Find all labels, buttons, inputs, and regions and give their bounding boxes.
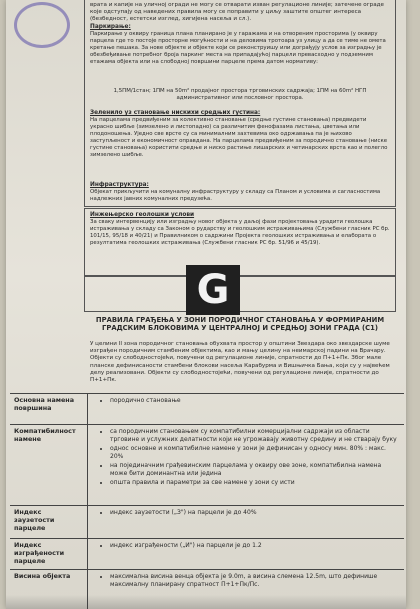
list-item: • са породичним становањем су компатибилни комерцијални садржаји из области трговине и услужних делатности који не угрожавају животну средину и не стварају буку [110, 428, 398, 444]
top-bullet-text: врата и капије на уличној огради не могу се отварати изван регулационе линије; затечене ограде које одступају од наведених правила могу се поправити у циљу заштите општег интереса (безбедност, естетски изглед, хигијена насеља и сл.). [90, 2, 384, 23]
section-body: Објекат прикључити на комуналну инфраструктуру у складу са Планом и условима и сагласностима надлежних јавних комуналних предузећа. [90, 189, 381, 202]
parking-norm [90, 88, 390, 102]
row-value [88, 425, 404, 490]
section-heading: Инфраструктура: [90, 182, 149, 188]
section-body: За сваку интервенцију или изградњу новог објекта у даљој фази пројектовања урадити геолошка истраживања у складу са Законом о рударству и геолошким истраживањима (Службени гласник РС бр. 101/15, 95/18 и 40/21) и Правилником о садржини Пројекта геолошких истраживања и елабората о резултатима геолошких истраживања (Службени гласник РС бр. 51/96 и 45/19). [90, 219, 390, 246]
section-body: На парцелама предвиђеним за колективно становање (средње густине становања) предвидети украсно шибље (зимзелено и листопадно) са различитим фенофазама листања, цветања или плодоношења. Уједно све врсте су са минималним захтевима око одржавања па је њихово заступљеност и економичност оправдана. На парцелама предвиђеним за породично становање (ниске густине становања) користити средње и ниско растиње лишарских и четинарских врста као и полегло зимзелено шибље. [90, 117, 388, 158]
section-box [84, 276, 396, 312]
list-item: • индекс заузетости („З") на парцели је до 40% [110, 509, 398, 517]
parking-section [90, 24, 390, 66]
row-label: Индекс заузетости парцеле [10, 506, 88, 538]
row-label: Висина објекта [10, 570, 88, 609]
list-item: • однос основне и компатибилне намене у зони је дефинисан у односу мин. 80% : макс. 20% [110, 445, 398, 461]
greenery-section [90, 110, 390, 159]
infrastructure-section [90, 182, 390, 203]
list-item: • индекс изграђености („И") на парцели је до 1.2 [110, 542, 398, 550]
list-item: • породично становање [110, 397, 398, 405]
table-row [10, 539, 404, 570]
ink-stamp [14, 2, 70, 48]
row-value [88, 570, 404, 592]
section-body: 1,5ПМ/1стан; 1ПМ на 50m² продајног простора трговинских садржаја; 1ПМ на 60m² НГП административног или пословног простора. [113, 88, 367, 101]
section-body: Паркирање у оквиру граница плана планирано је у гаражама и на отвореним просторима (у оквиру парцела где то постоје просторне могућности и на деловима тротоара уз улицу а да се тиме не омета кретање пешака. За нове објекте и објекте који се реконструишу или дограђују услов за изградњу је обезбеђивање потребног броја паркинг места на припадајућој парцели превасходно у подземним етажама објекта или на слободној површини парцеле према датом нормативу: [90, 31, 386, 65]
table-row [10, 425, 404, 506]
list-item: • општа правила и параметри за све намене у зони су исти [110, 479, 398, 487]
row-value [88, 394, 404, 408]
table-row [10, 394, 404, 425]
list-item: • максимална висина венца објекта је 9.0m, а висина слемена 12.5m, што дефинише максималну планирану спратност П+1+Пк/Пс. [110, 573, 398, 589]
row-label: Компатибилност намене [10, 425, 88, 505]
table-title: ПРАВИЛА ГРАЂЕЊА У ЗОНИ ПОРОДИЧНОГ СТАНОВАЊА У ФОРМИРАНИМ ГРАДСКИМ БЛОКОВИМА У ЦЕНТРАЛНОЈ И СРЕДЊОЈ ЗОНИ ГРАДА (С1) [95, 316, 385, 333]
row-label: Индекс изграђености парцеле [10, 539, 88, 569]
row-label: Основна намена површина [10, 394, 88, 424]
document-page [6, 0, 406, 609]
section-heading: Зеленило уз становање нискихи средњих густина: [90, 110, 261, 116]
row-value [88, 539, 404, 553]
list-item: • на појединачним грађевинским парцелама у оквиру ове зоне, компатибилна намена може бити доминантна или једина [110, 462, 398, 478]
table-intro: У целини II зона породичног становања обухвата простор у општини Звездара око звездарске шуме изграђен породичним стамбеним објектима, као и мању целину на неимарској падини на Врачару. Објекти су слободностојећи, повучени од регулационе линије, спратности до П+1+Пк. Због мале планске дефинисаности стамбени блокови насеља Карабурма и Вишњичка Бања, који су у највећем делу реализовани. Објекти су слободностојећи, повучени од регулационе линије, спратности до П+1+Пк. [90, 341, 390, 384]
row-value [88, 506, 404, 520]
shadow-edge [6, 595, 406, 609]
rules-table [10, 393, 404, 609]
logo-letter: G [196, 267, 230, 313]
watermark-logo [186, 265, 240, 315]
section-heading: Паркирање: [90, 24, 131, 30]
geology-section [90, 212, 390, 247]
table-row [10, 506, 404, 539]
section-heading: Инжењерско геолошки услови [90, 212, 195, 218]
